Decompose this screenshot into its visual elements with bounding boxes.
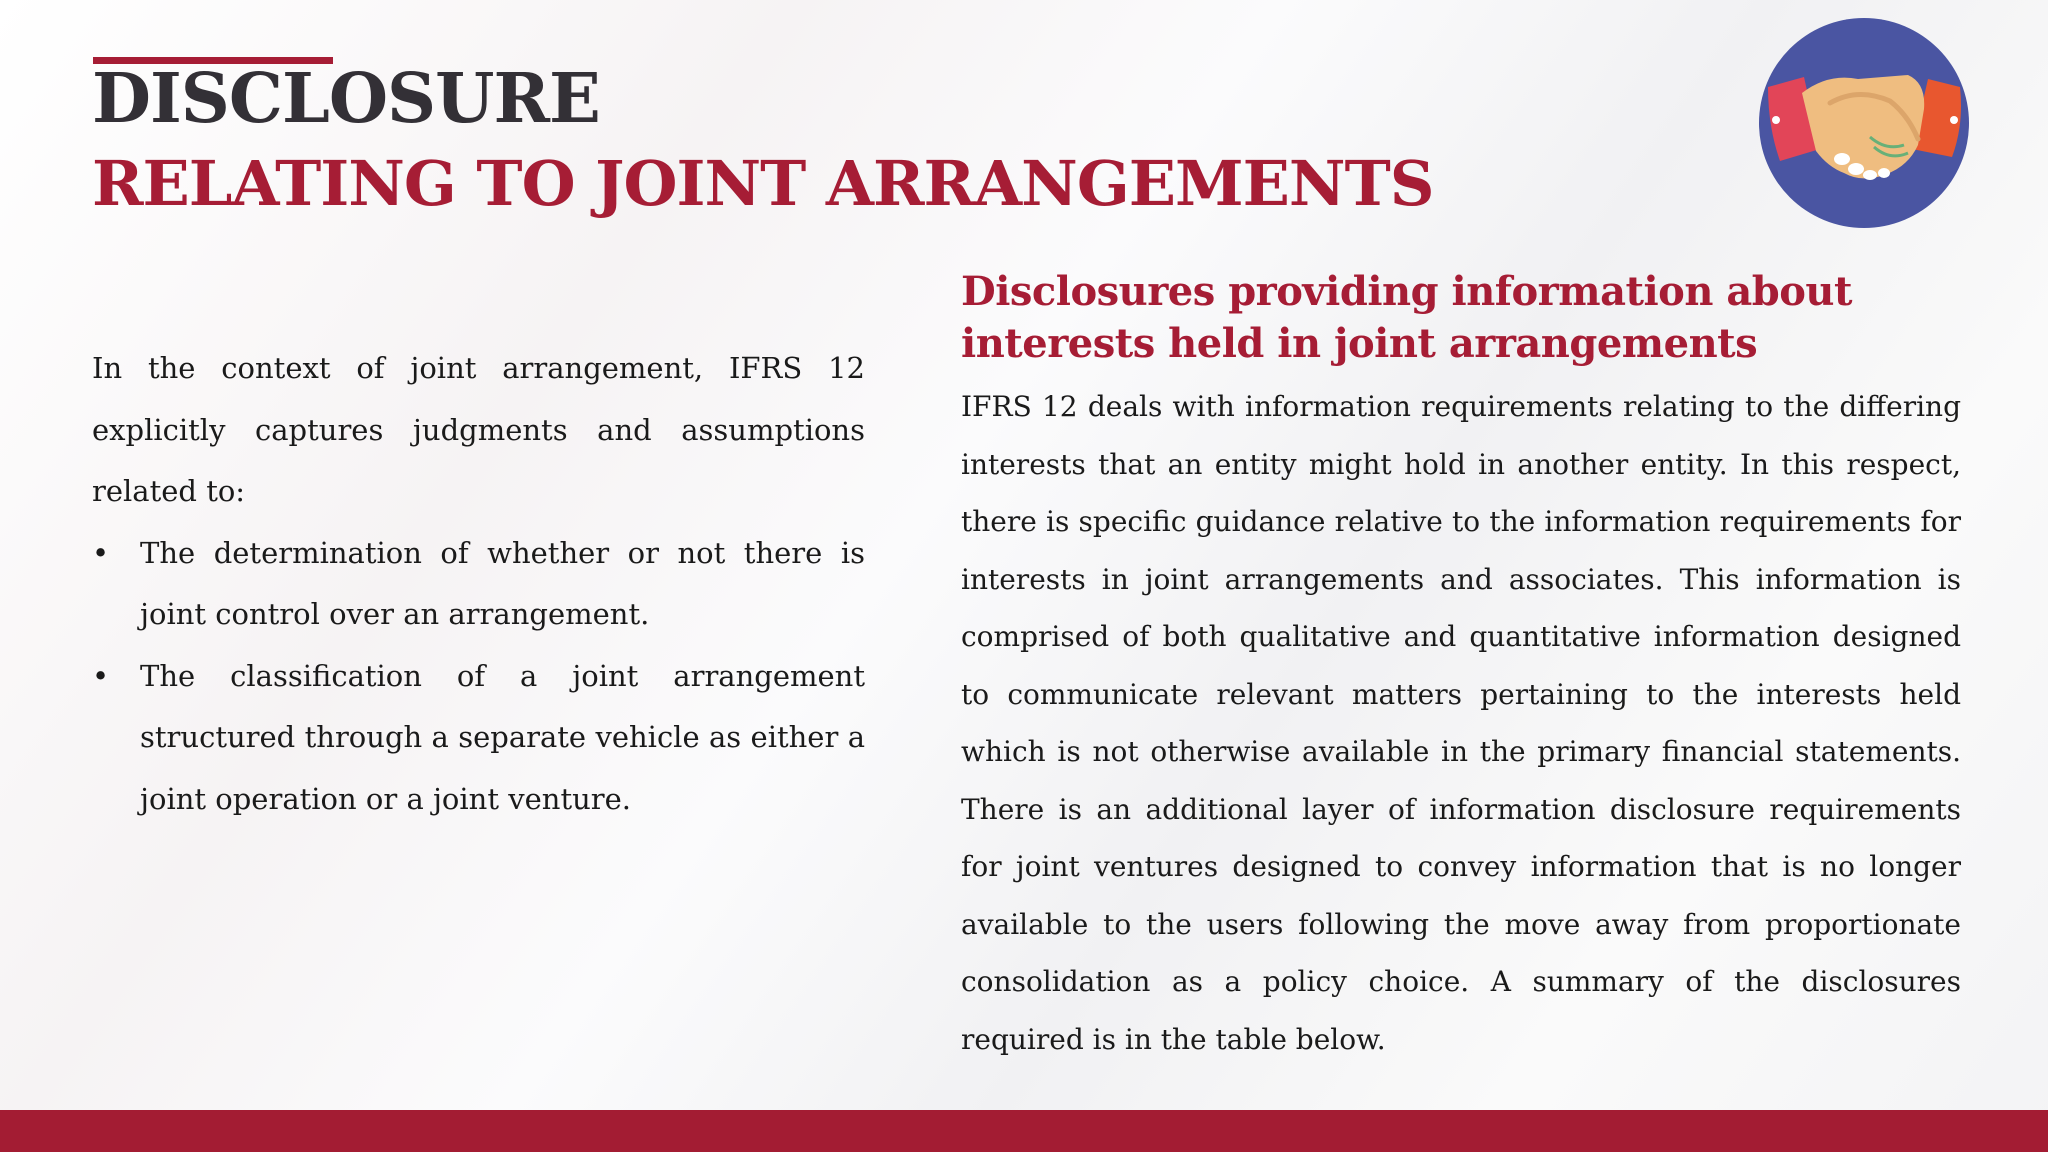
bullet-icon: • xyxy=(92,535,110,570)
list-item xyxy=(92,646,865,831)
handshake-icon xyxy=(1758,17,1970,229)
list-item-text: The classification of a joint arrangement structured through a separate vehicle as either a joint operation or a joint venture. xyxy=(140,658,865,816)
slide-title: DISCLOSURE xyxy=(92,59,600,139)
list-item-text: The determination of whether or not there is joint control over an arrangement. xyxy=(140,535,865,631)
section-heading: Disclosures providing information about interests held in joint arrangements xyxy=(961,268,1852,367)
bullet-icon: • xyxy=(92,658,110,693)
left-column xyxy=(92,338,865,830)
right-column xyxy=(961,266,1961,1068)
section-body: IFRS 12 deals with information requirements relating to the differing interests that an entity might hold in another entity. In this respect, there is specific guidance relative to the information requirements for interests in joint arrangements and associates. This information is comprised of both qualitative and quantitative information designed to communicate relevant matters pertaining to the interests held which is not otherwise available in the primary financial statements. There is an additional layer of information disclosure requirements for joint ventures designed to convey information that is no longer available to the users following the move away from proportionate consolidation as a policy choice. A summary of the disclosures required is in the table below. xyxy=(961,390,1961,1056)
intro-paragraph: In the context of joint arrangement, IFRS 12 explicitly captures judgments and assumptions related to: xyxy=(92,351,865,508)
list-item xyxy=(92,523,865,646)
slide-subtitle: RELATING TO JOINT ARRANGEMENTS xyxy=(92,147,1434,220)
footer-bar xyxy=(0,1110,2048,1152)
bullet-list xyxy=(92,523,865,831)
